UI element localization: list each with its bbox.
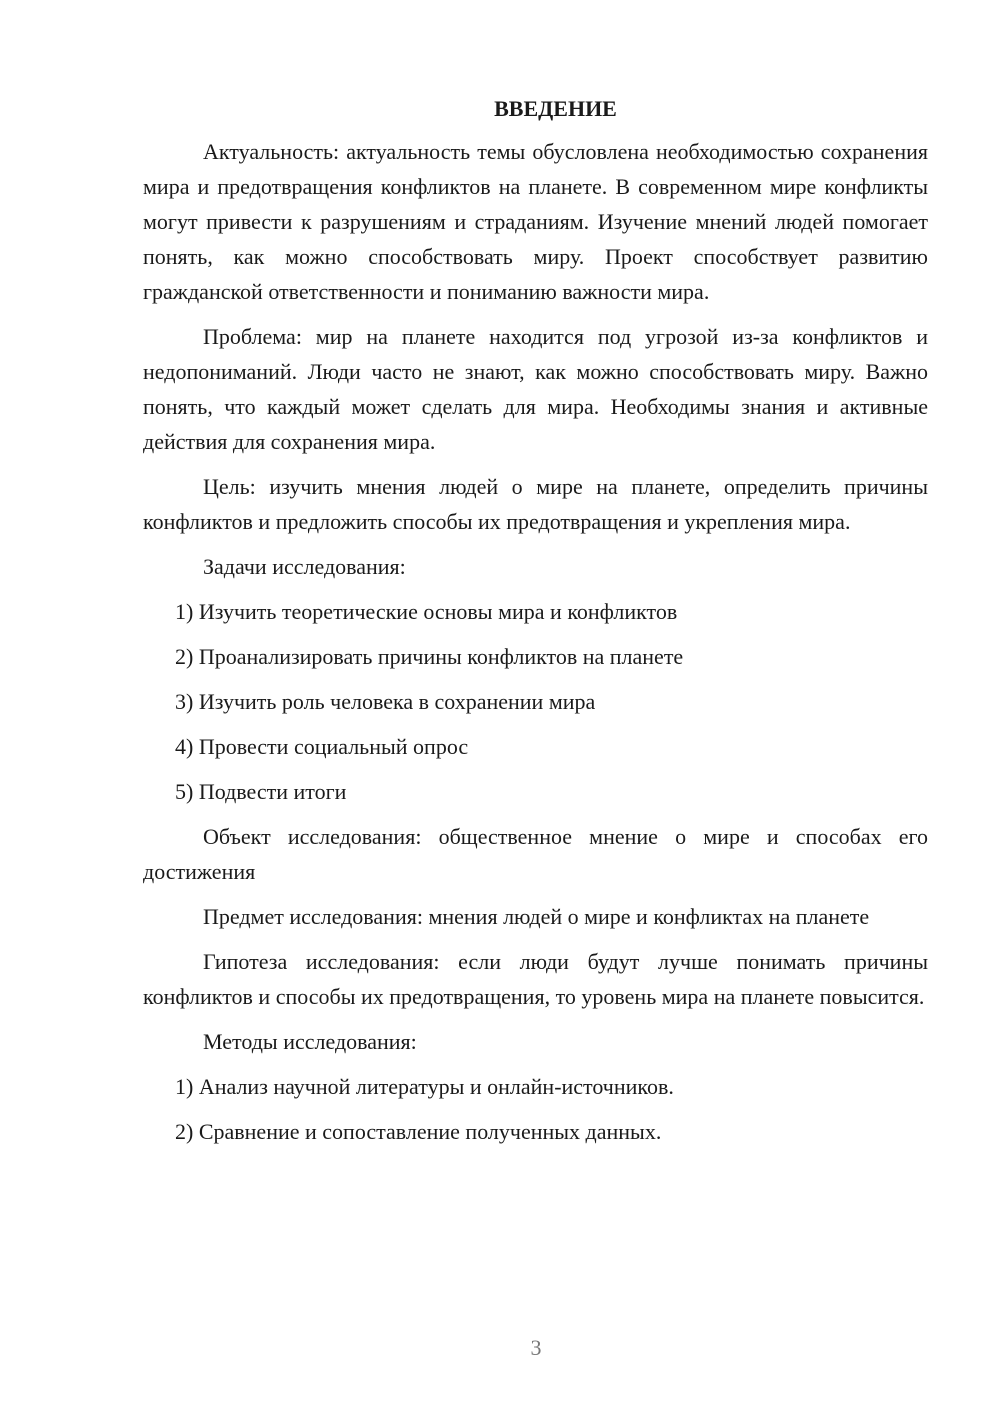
task-item-5: 5) Подвести итоги (175, 779, 347, 804)
methods-heading: Методы исследования: (203, 1029, 417, 1054)
task-item-1: 1) Изучить теоретические основы мира и конфликтов (175, 599, 678, 624)
methods-list (143, 1069, 928, 1149)
method-item-1: 1) Анализ научной литературы и онлайн-источников. (175, 1074, 674, 1099)
task-item-2: 2) Проанализировать причины конфликтов на планете (175, 644, 684, 669)
hypothesis-paragraph: Гипотеза исследования: если люди будут лучше понимать причины конфликтов и способы их предотвращения, то уровень мира на планете повысится. (143, 949, 928, 1009)
tasks-heading: Задачи исследования: (203, 554, 406, 579)
page-number: 3 (530, 1335, 542, 1360)
method-item-2: 2) Сравнение и сопоставление полученных данных. (175, 1119, 662, 1144)
goal-paragraph: Цель: изучить мнения людей о мире на планете, определить причины конфликтов и предложить способы их предотвращения и укрепления мира. (143, 474, 928, 534)
page-content (143, 94, 928, 1159)
relevance-paragraph: Актуальность: актуальность темы обусловлена необходимостью сохранения мира и предотвращения конфликтов на планете. В современном мире конфликты могут привести к разрушениям и страданиям. Изучение мнений людей помогает понять, как можно способствовать миру. Проект способствует развитию гражданской ответственности и пониманию важности мира. (143, 139, 928, 304)
object-paragraph: Объект исследования: общественное мнение о мире и способах его достижения (143, 824, 928, 884)
section-title: ВВЕДЕНИЕ (494, 96, 617, 121)
problem-paragraph: Проблема: мир на планете находится под угрозой из-за конфликтов и недопониманий. Люди часто не знают, как можно способствовать миру. Важно понять, что каждый может сделать для мира. Необходимы знания и активные действия для сохранения мира. (143, 324, 928, 454)
task-item-3: 3) Изучить роль человека в сохранении мира (175, 689, 596, 714)
task-item-4: 4) Провести социальный опрос (175, 734, 469, 759)
subject-paragraph: Предмет исследования: мнения людей о мире и конфликтах на планете (203, 904, 870, 929)
tasks-list (143, 594, 928, 809)
